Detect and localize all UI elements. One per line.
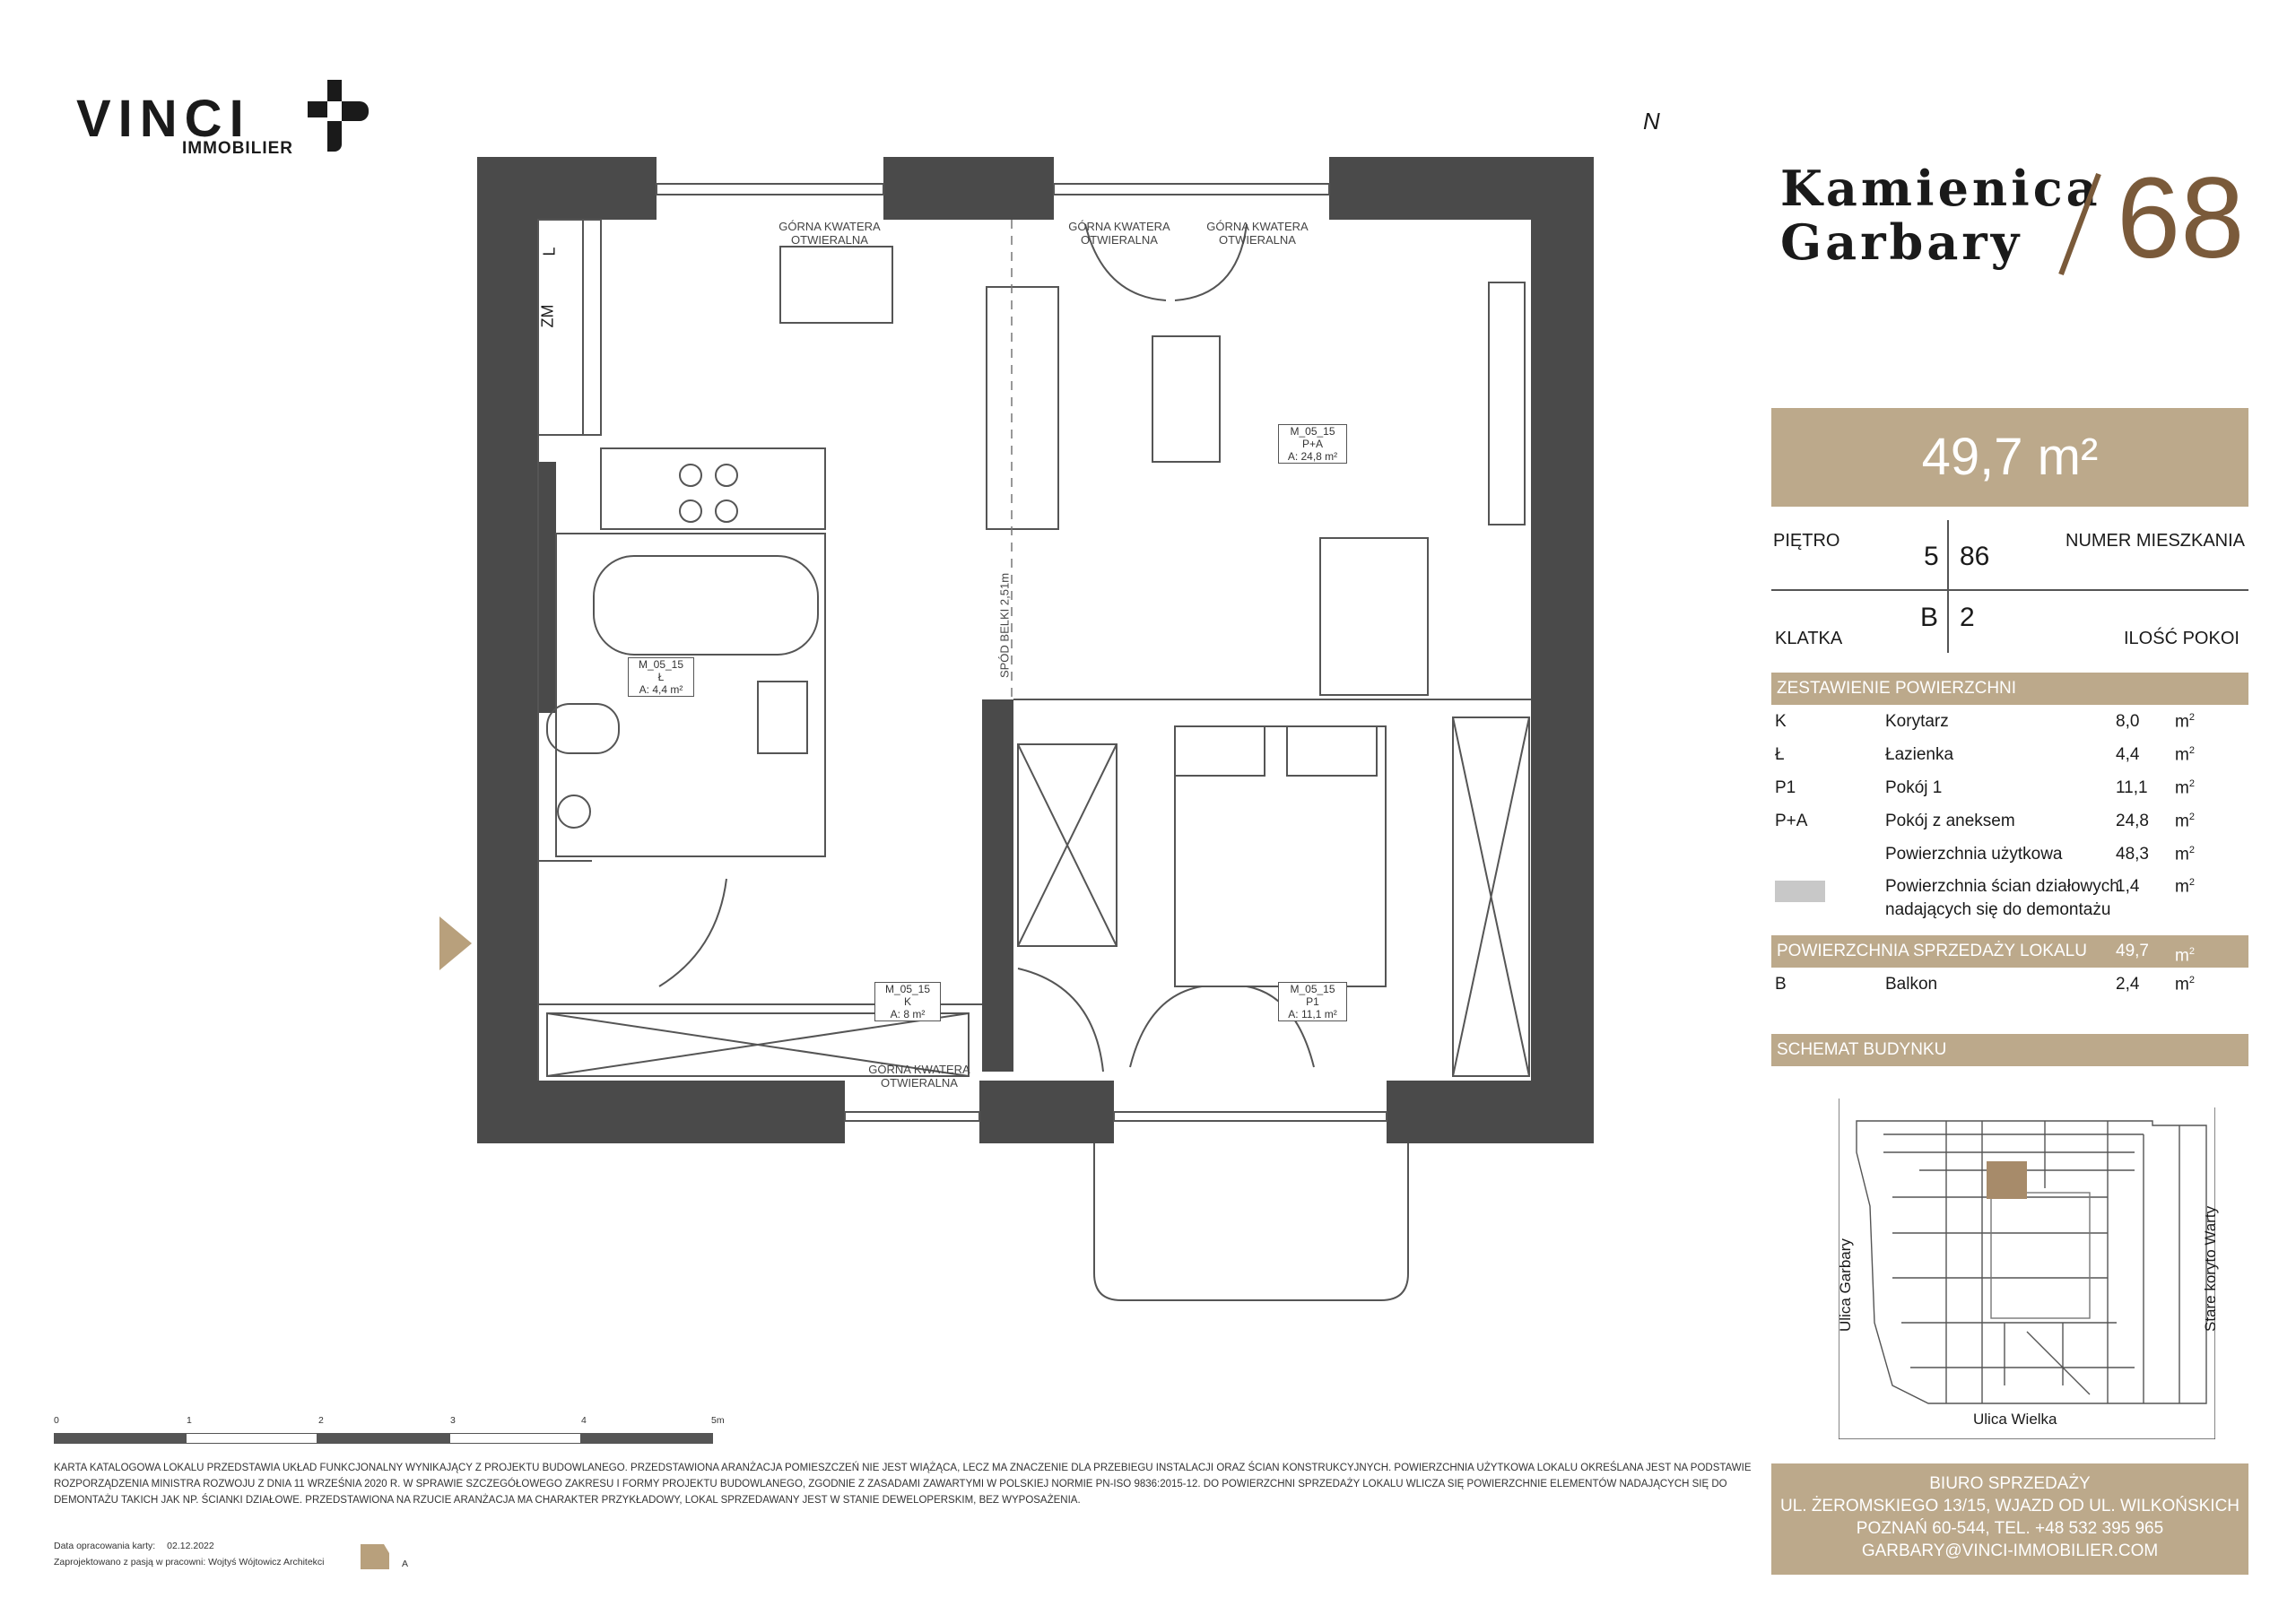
- building-number: 68: [2117, 154, 2245, 282]
- scheme-title: SCHEMAT BUDYNKU: [1771, 1034, 2248, 1066]
- office-address: UL. ŻEROMSKIEGO 13/15, WJAZD OD UL. WILKOŃSKICH: [1779, 1497, 2240, 1515]
- summary-title: ZESTAWIENIE POWIERZCHNI: [1771, 673, 2248, 705]
- scale-segment: [54, 1433, 186, 1444]
- footer-date: [54, 1541, 214, 1551]
- street-garbary: Ulica Garbary: [1837, 1238, 1854, 1332]
- table-row: [1771, 745, 2248, 772]
- office-title: BIURO SPRZEDAŻY: [1929, 1474, 2091, 1493]
- info-grid: [1771, 520, 2248, 653]
- apartment-number: 86: [1960, 542, 1990, 571]
- sales-row: [1771, 935, 2248, 968]
- room-name: Pokój 1: [1885, 778, 1943, 797]
- room-name: Pokój z aneksem: [1885, 812, 2015, 830]
- logo-sub: IMMOBILIER: [182, 139, 293, 158]
- logo-mark-icon: [300, 78, 372, 159]
- title-slash-icon: [2054, 170, 2108, 278]
- scale-tick: 2: [318, 1415, 324, 1426]
- building-scheme-drawing: [1839, 1099, 2215, 1439]
- room-unit: $m^2$: [2175, 712, 2195, 732]
- sales-label: POWIERZCHNIA SPRZEDAŻY LOKALU: [1777, 942, 2087, 960]
- room-tag-pa: M_05_15 P+A A: 24,8 m²: [1278, 424, 1347, 464]
- info-divider-h: [1771, 589, 2248, 591]
- balcony-unit: $m^2$: [2175, 975, 2195, 994]
- room-area: 8,0: [2116, 712, 2140, 731]
- scale-segment: [449, 1433, 581, 1444]
- room-area: 24,8: [2116, 812, 2149, 830]
- room-code: Ł: [1775, 745, 1785, 764]
- room-name: Łazienka: [1885, 745, 1954, 764]
- room-name: Korytarz: [1885, 712, 1949, 731]
- appliance-fridge-label: L: [540, 247, 559, 256]
- stair-label: KLATKA: [1775, 629, 1843, 648]
- walls-area: 1,4: [2116, 877, 2140, 896]
- scale-bar: [54, 1415, 725, 1451]
- table-row: [1771, 712, 2248, 739]
- balcony-name: Balkon: [1885, 975, 1938, 994]
- room-name: Powierzchnia użytkowa: [1885, 845, 2063, 864]
- room-area: 48,3: [2116, 845, 2149, 864]
- sales-unit: $m^2$: [2175, 946, 2195, 966]
- scale-segment: [581, 1433, 713, 1444]
- street-wielka: Ulica Wielka: [1973, 1411, 2057, 1428]
- architect-logo-icon: [359, 1541, 395, 1573]
- rooms-value: 2: [1960, 603, 1975, 632]
- balcony-area: 2,4: [2116, 975, 2140, 994]
- walls-swatch: [1775, 881, 1825, 902]
- scale-segment: [186, 1433, 317, 1444]
- room-area: 11,1: [2116, 778, 2148, 797]
- scale-tick: 0: [54, 1415, 59, 1426]
- room-tag-l: M_05_15 Ł A: 4,4 m²: [628, 657, 694, 697]
- room-unit: $m^2$: [2175, 745, 2195, 765]
- room-tag-p1: M_05_15 P1 A: 11,1 m²: [1278, 982, 1347, 1021]
- disclaimer: [54, 1460, 1758, 1508]
- stair-value: B: [1920, 603, 1939, 632]
- table-row: [1771, 812, 2248, 838]
- table-row: [1771, 845, 2248, 872]
- info-divider-v: [1947, 520, 1949, 653]
- apartment-number-label: NUMER MIESZKANIA: [2066, 531, 2246, 551]
- rooms-label: ILOŚĆ POKOI: [2124, 629, 2239, 648]
- beam-label: SPÓD BELKI 2,51m: [997, 572, 1012, 679]
- scale-tick: 1: [187, 1415, 192, 1426]
- scale-tick: 5m: [711, 1415, 725, 1426]
- project-title-line2: Garbary: [1780, 213, 2023, 271]
- room-code: P1: [1775, 778, 1796, 797]
- footer-date-value: 02.12.2022: [167, 1541, 214, 1551]
- window-label: GÓRNA KWATERA OTWIERALNA: [1068, 220, 1170, 247]
- sales-office: [1771, 1463, 2248, 1575]
- floor-label: PIĘTRO: [1773, 531, 1840, 551]
- floor-plan-drawing: [466, 108, 1596, 1327]
- room-area: 4,4: [2116, 745, 2140, 764]
- balcony-code: B: [1775, 975, 1787, 994]
- table-row: [1771, 975, 2248, 1002]
- vinci-logo: [76, 85, 386, 166]
- office-email[interactable]: GARBARY@VINCI-IMMOBILIER.COM: [1861, 1541, 2159, 1560]
- apartment-area: 49,7 m²: [1771, 408, 2248, 507]
- room-unit: $m^2$: [2175, 778, 2195, 798]
- north-label: N: [1643, 108, 1660, 135]
- floor-plan: [466, 108, 1660, 1327]
- window-label: GÓRNA KWATERA OTWIERALNA: [868, 1063, 970, 1090]
- room-unit: $m^2$: [2175, 845, 2195, 864]
- scale-segment: [317, 1433, 449, 1444]
- table-row: [1771, 877, 2248, 929]
- disclaimer-line: KARTA KATALOGOWA LOKALU PRZEDSTAWIA UKŁAD FUNKCJONALNY WYNIKAJĄCY Z PROJEKTU BUDOWLANEGO. PRZEDSTAWIONA ARANŻACJA POMIESZCZEŃ NIE JEST WIĄŻĄCA, LECZ MA ZNACZENIE DLA PRZEBIEGU INSTALACJI ORAZ ŚCIAN KONSTRUKCYJNYCH. POWIERZCHNIA UŻYTKOWA LOKALU OKREŚLANA JEST NA PODSTAWIE: [54, 1463, 1752, 1473]
- room-tag-k: M_05_15 K A: 8 m²: [874, 982, 941, 1021]
- room-code: K: [1775, 712, 1787, 731]
- room-unit: $m^2$: [2175, 812, 2195, 831]
- walls-name-line1: Powierzchnia ścian działowych: [1885, 877, 2119, 896]
- floor-value: 5: [1924, 542, 1939, 571]
- walls-unit: $m^2$: [2175, 877, 2195, 897]
- scale-tick: 3: [450, 1415, 456, 1426]
- table-row: [1771, 778, 2248, 805]
- architect-mark: A: [402, 1559, 409, 1569]
- walls-name-line2: nadających się do demontażu: [1885, 900, 2111, 919]
- window-label: GÓRNA KWATERA OTWIERALNA: [1206, 220, 1309, 247]
- footer-architect: Zaprojektowano z pasją w pracowni: Wojtyś Wójtowicz Architekci: [54, 1557, 325, 1568]
- building-scheme: [1837, 1099, 2219, 1439]
- sales-area: 49,7: [2116, 942, 2149, 960]
- project-title-line1: Kamienica: [1780, 160, 2101, 217]
- entrance-arrow-icon: [438, 915, 474, 972]
- scale-tick: 4: [581, 1415, 587, 1426]
- disclaimer-line: ROZPORZĄDZENIA MINISTRA ROZWOJU Z DNIA 11 WRZEŚNIA 2020 R. W SPRAWIE SZCZEGÓŁOWEGO ZAKRESU I FORMY PROJEKTU BUDOWLANEGO, ZGODNIE Z ZASADAMI ZAWARTYMI W POLSKIEJ NORMIE PN-ISO 9836:2015-12. DO POWIERZCHNI SPRZEDAŻY LOKALU WLICZA SIĘ POWIERZCHNIE ELEMENTÓW NADAJĄCYCH SIĘ DO: [54, 1479, 1727, 1489]
- window-label: GÓRNA KWATERA OTWIERALNA: [778, 220, 881, 247]
- logo-brand: VINCI: [76, 90, 251, 148]
- office-phone: POZNAŃ 60-544, TEL. +48 532 395 965: [1856, 1519, 2164, 1538]
- disclaimer-line: DEMONTAŻU TAKICH JAK NP. ŚCIANKI DZIAŁOWE. PRZEDSTAWIONA NA RZUCIE ARANŻACJA MA CHARAKTER PRZYKŁADOWY, LOKAL SPRZEDAWANY JEST W STANIE DEWELOPERSKIM, BEZ WYPOSAŻENIA.: [54, 1495, 1081, 1506]
- appliance-freezer-label: ZM: [538, 304, 557, 328]
- street-warta: Stare koryto Warty: [2202, 1205, 2219, 1332]
- room-code: P+A: [1775, 812, 1808, 830]
- footer-date-label: Data opracowania karty:: [54, 1541, 156, 1551]
